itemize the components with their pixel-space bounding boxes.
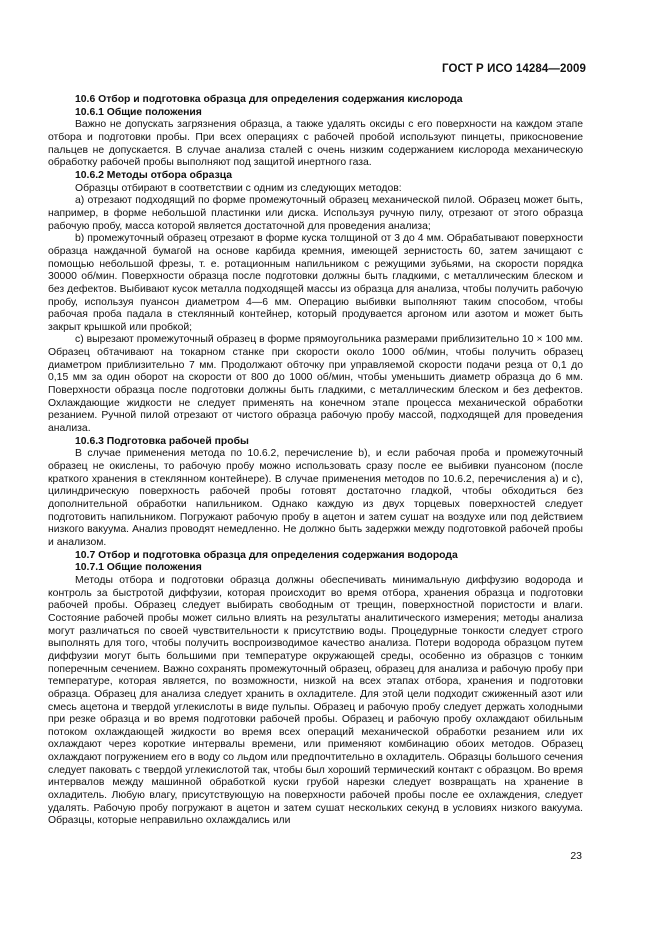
section-heading: 10.6 Отбор и подготовка образца для определения содержания кислорода — [75, 94, 463, 105]
section-heading: 10.6.3 Подготовка рабочей пробы — [75, 435, 249, 447]
paragraph: b) промежуточный образец отрезают в форме куска толщиной от 3 до 4 мм. Обрабатывают поверхности образца наждачной бумагой на основе карбида кремния, имеющей зернистость 60, затем зачищают с помощью небольшой фрезы, т. е. ротационным напильником с режущими зубьями, на скорости порядка 30000 об/мин. Поверхности образца после подготовки должны быть гладкими, с металлическим блеском и без дефектов. Выбивают кусок металла подходящей массы из образца для анализа, чтобы получить рабочую пробу, используя пуансон диаметром 4—6 мм. Операцию выбивки выполняют таким способом, чтобы рабочая проба падала в стеклянный контейнер, который продувается аргоном или азотом и может быть закрыт крышкой или пробкой; — [48, 233, 583, 333]
section-heading: 10.7.1 Общие положения — [75, 562, 202, 574]
paragraph: a) отрезают подходящий по форме промежуточный образец механической пилой. Образец может быть, например, в форме небольшой пластинки или диска. Используя ручную пилу, отрезают от этого образца рабочую пробу, масса которой является достаточной для проведения анализа; — [48, 195, 583, 232]
paragraph: c) вырезают промежуточный образец в форме прямоугольника размерами приблизительно 10 × 100 мм. Образец обтачивают на токарном станке при скорости около 1000 об/мин, чтобы получить образец диаметром приблизительно 7 мм. Продолжают обточку при управляемой скорости подачи резца от 0,1 до 0,15 мм за один оборот на скорости от 800 до 1000 об/мин, чтобы уменьшить диаметр образца до 6 мм. Поверхности образца после подготовки должны быть гладкими, с металлическим блеском и без дефектов. Охлаждающие жидкости не следует применять на конечном этапе процесса механической обработки резанием. Ручной пилой отрезают от чистого образца рабочую пробу массой, подходящей для проведения анализа. — [48, 334, 583, 435]
document-header: ГОСТ Р ИСО 14284—2009 — [441, 63, 586, 75]
paragraph: В случае применения метода по 10.6.2, перечисление b), и если рабочая проба и промежуточный образец не окислены, то рабочую пробу можно использовать сразу после ее выбивки пуансоном (после краткого хранения в стеклянном контейнере). В случае применения методов по 10.6.2, перечисления a) и c), цилиндрическую поверхность рабочей пробы готовят достаточно гладкой, чтобы обходиться без дополнительной обработки напильником. Однако каждую из двух торцевых поверхностей следует подготовить напильником. Погружают рабочую пробу в ацетон и затем сушат на воздухе или под действием низкого вакуума. Анализ проводят немедленно. Не должно быть задержки между подготовкой рабочей пробы и анализом. — [48, 448, 583, 548]
paragraph: Важно не допускать загрязнения образца, а также удалять оксиды с его поверхности на каждом этапе отбора и подготовки пробы. При всех операциях с рабочей пробой используют пинцеты, прикосновение пальцев не допускается. В случае анализа сталей с очень низким содержанием кислорода механическую обработку рабочей пробы выполняют под защитой инертного газа. — [48, 119, 583, 169]
paragraph: Методы отбора и подготовки образца должны обеспечивать минимальную диффузию водорода и контроль за быстротой диффузии, которая происходит во время отбора, хранения образца и подготовки рабочей пробы. Образец следует выбирать свободным от трещин, поверхностной пористости и влаги. Состояние рабочей пробы может сильно влиять на результаты аналитического измерения; методы анализа могут различаться по своей чувствительности к присутствию воды. Процедурные тонкости следует строго выполнять для того, чтобы получить воспроизводимое качество анализа. Потери водорода образцом путем диффузии могут быть большими при температуре окружающей среды, особенно из образцов с тонким поперечным сечением. Важно сохранять промежуточный образец, образец для анализа и рабочую пробу при температуре, которая является, по возможности, низкой на всех этапах отбора, хранения и подготовки образца. Образец для анализа следует хранить в охладителе. Для этой цели подходит сжиженный азот или смесь ацетона и твердой углекислоты в виде пульпы. Образец и рабочую пробу следует держать холодными при резке образца и во время подготовки рабочей пробы. Образец и рабочую пробу охлаждают обильным потоком охлаждающей жидкости во время всех операций механической обработки резанием или их охлаждают через короткие интервалы времени, или применяют комбинацию обоих методов. Образец охлаждают погружением его в воду со льдом или предпочтительно в охладитель. Образцы большого сечения следует паковать с твердой углекислотой так, чтобы был хороший термический контакт с образцом. Во время интервалов между машинной обработкой куски грубой нарезки следует возвращать на хранение в охладитель. Любую влагу, присутствующую на поверхности рабочей пробы после ее охлаждения, следует удалять. Рабочую пробу погружают в ацетон и затем сушат нескольких секунд в условиях низкого вакуума. Образцы, которые неправильно охлаждались или — [48, 574, 583, 827]
section-heading: 10.7 Отбор и подготовка образца для определения содержания водорода — [75, 549, 458, 561]
page-number: 23 — [570, 850, 582, 862]
section-heading: 10.6.2 Методы отбора образца — [75, 169, 233, 181]
document-body — [48, 94, 583, 828]
section-heading: 10.6.1 Общие положения — [75, 106, 202, 118]
paragraph: Образцы отбирают в соответствии с одним из следующих методов: — [75, 182, 402, 194]
